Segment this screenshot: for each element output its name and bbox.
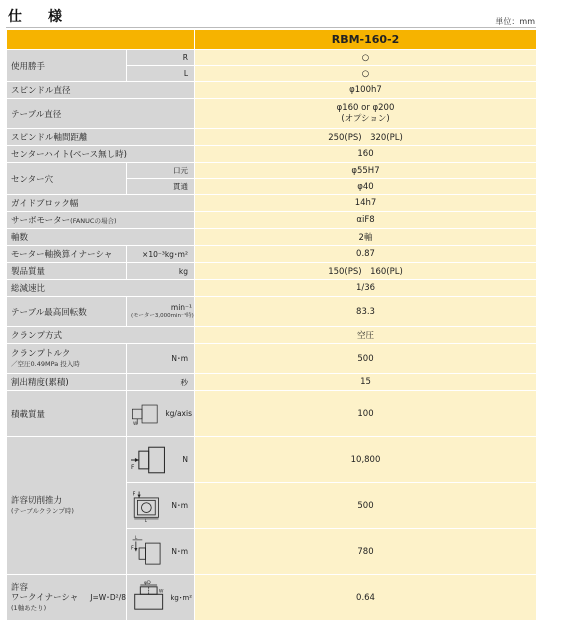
work-inertia-val: 0.64 — [195, 575, 537, 621]
svg-text:W: W — [158, 588, 164, 594]
spindle-dia-label: スピンドル直径 — [7, 82, 195, 99]
load-mass-val: 100 — [195, 391, 537, 437]
thrust-unit3: N･m — [171, 547, 188, 556]
work-inertia-label: 許容 ワークイナーシャ (1軸あたり) J=W･D²/8 — [7, 575, 127, 621]
table-dia-val: φ160 or φ200 (オプション) — [195, 99, 537, 129]
work-inertia-diagram-icon — [131, 578, 166, 618]
clamp-method-val: 空圧 — [195, 327, 537, 344]
center-hole-val2: φ40 — [195, 179, 537, 195]
guide-block-label: ガイドブロック幅 — [7, 195, 195, 212]
clamp-torque-val: 500 — [195, 344, 537, 374]
servo-val: αiF8 — [195, 212, 537, 229]
thrust-moment-diagram-icon — [131, 486, 163, 526]
reduction-label: 総減速比 — [7, 280, 195, 297]
svg-text:F: F — [131, 546, 134, 552]
center-height-val: 160 — [195, 146, 537, 163]
cutting-thrust-cell1 — [127, 437, 195, 483]
unit-label: 単位：mm — [495, 17, 535, 26]
max-speed-label: テーブル最高回転数 — [7, 297, 127, 327]
clamp-torque-label: クランプトルク ／空圧0.49MPa 投入時 — [7, 344, 127, 374]
cutting-thrust-cell3 — [127, 529, 195, 575]
weight-label: 製品質量 — [7, 263, 127, 280]
hand-r-val: ○ — [195, 50, 537, 66]
table-dia-label: テーブル直径 — [7, 99, 195, 129]
axes-val: 2軸 — [195, 229, 537, 246]
svg-text:W: W — [133, 420, 138, 426]
thrust-unit2: N･m — [171, 501, 188, 510]
max-speed-val: 83.3 — [195, 297, 537, 327]
model-header: RBM-160-2 — [195, 30, 537, 50]
center-hole-sub2: 貫通 — [127, 179, 195, 195]
thrust-val1: 10,800 — [195, 437, 537, 483]
load-mass-diagram-icon — [131, 397, 161, 431]
inertia-label: モーター軸換算イナーシャ — [7, 246, 127, 263]
svg-text:F: F — [132, 491, 136, 497]
spindle-dist-label: スピンドル軸間距離 — [7, 129, 195, 146]
hand-l-val: ○ — [195, 66, 537, 82]
clamp-method-label: クランプ方式 — [7, 327, 195, 344]
hand-label: 使用勝手 — [7, 50, 127, 82]
load-mass-cell — [127, 391, 195, 437]
work-inertia-unit: kg･m² — [170, 593, 192, 602]
thrust-unit1: N — [182, 455, 188, 464]
thrust-val3: 780 — [195, 529, 537, 575]
cutting-thrust-cell2 — [127, 483, 195, 529]
work-inertia-cell — [127, 575, 195, 621]
reduction-val: 1/36 — [195, 280, 537, 297]
indexing-val: 15 — [195, 374, 537, 391]
hand-r: R — [127, 50, 195, 66]
inertia-unit: ×10⁻³kg･m² — [127, 246, 195, 263]
thrust-axial-diagram-icon — [131, 443, 168, 477]
center-hole-val1: φ55H7 — [195, 163, 537, 179]
weight-val: 150(PS) 160(PL) — [195, 263, 537, 280]
svg-text:φD: φD — [144, 580, 151, 586]
inertia-val: 0.87 — [195, 246, 537, 263]
indexing-label: 割出精度(累積) — [7, 374, 127, 391]
indexing-unit: 秒 — [127, 374, 195, 391]
spindle-dia-val: φ100h7 — [195, 82, 537, 99]
header-rule — [6, 27, 536, 28]
center-hole-sub1: 口元 — [127, 163, 195, 179]
hand-l: L — [127, 66, 195, 82]
servo-label: サーボモーター(FANUCの場合) — [7, 212, 195, 229]
center-hole-label: センター穴 — [7, 163, 127, 195]
axes-label: 軸数 — [7, 229, 195, 246]
load-mass-unit: kg/axis — [165, 409, 192, 418]
load-mass-label: 積載質量 — [7, 391, 127, 437]
svg-text:L: L — [135, 534, 138, 540]
max-speed-unit: min⁻¹ (モーター3,000min⁻¹時) — [127, 297, 195, 327]
center-height-label: センターハイト(ベース無し時) — [7, 146, 195, 163]
inertia-formula: J=W･D²/8 — [90, 593, 126, 602]
thrust-val2: 500 — [195, 483, 537, 529]
thrust-side-diagram-icon — [131, 533, 163, 571]
header-empty — [7, 30, 195, 50]
weight-unit: kg — [127, 263, 195, 280]
guide-block-val: 14h7 — [195, 195, 537, 212]
svg-text:F: F — [131, 464, 135, 471]
clamp-torque-unit: N･m — [127, 344, 195, 374]
svg-text:L: L — [144, 517, 147, 523]
spindle-dist-val: 250(PS) 320(PL) — [195, 129, 537, 146]
page-title: 仕 様 — [8, 9, 68, 25]
cutting-thrust-label: 許容切削推力 (テーブルクランプ時) — [7, 437, 127, 575]
spec-table — [6, 29, 537, 621]
